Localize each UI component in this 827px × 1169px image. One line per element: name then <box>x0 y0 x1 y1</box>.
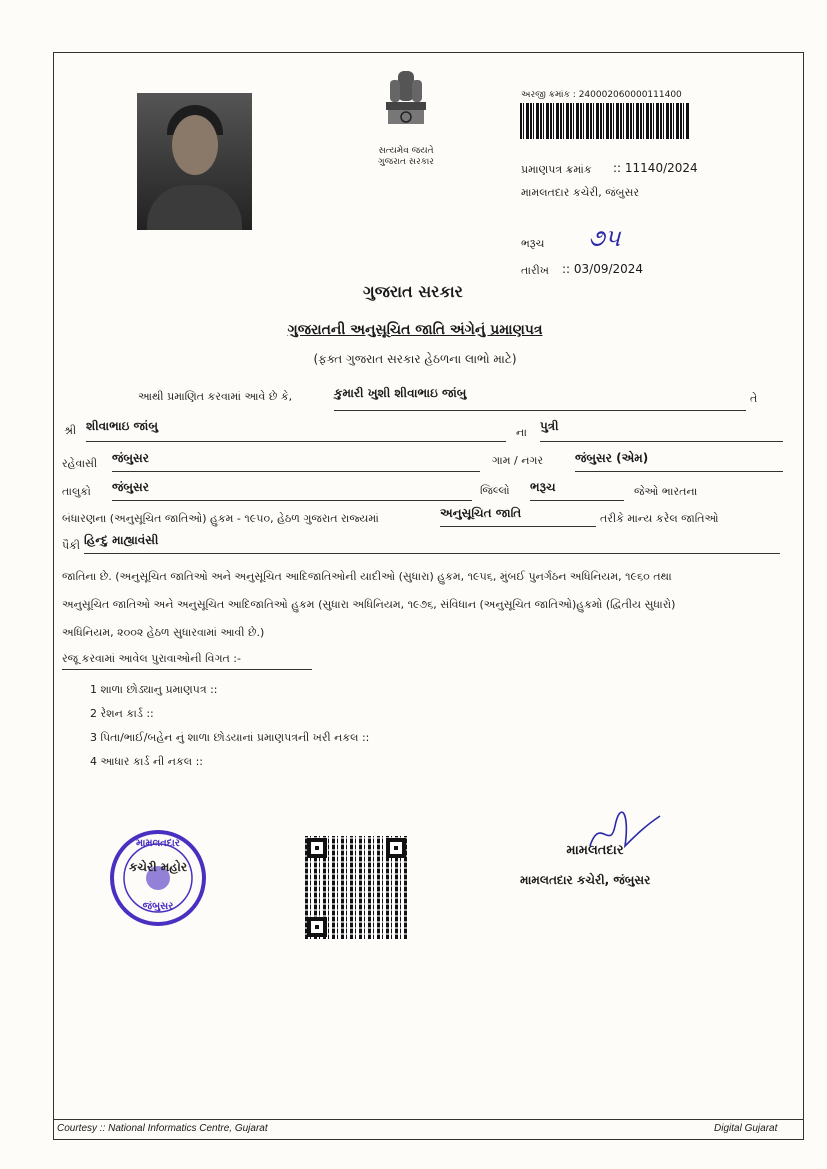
applicant-photo <box>137 93 252 230</box>
bharuch-label: ભરૂચ <box>521 237 545 250</box>
evidence-item: 2 રેશન કાર્ડ :: <box>90 707 154 720</box>
india-text: જેઓ ભારતના <box>634 485 698 498</box>
seal-bottom-text: જંબુસર <box>142 901 174 912</box>
state-emblem-icon <box>376 66 436 156</box>
date-label: તારીખ <box>521 264 549 277</box>
certificate-no-label: પ્રમાણપત્ર ક્રમાંક <box>521 163 592 176</box>
certificate-title: ગુજરાતની અનુસૂચિત જાતિ અંગેનું પ્રમાણપત્ર <box>287 322 543 338</box>
govt-heading: ગુજરાત સરકાર <box>363 282 463 301</box>
legal-para-line3: અધિનિયમ, ૨૦૦૨ હેઠળ સુધારવામાં આવી છે.) <box>62 626 265 639</box>
district-value: ભરૂચ <box>530 480 624 501</box>
issue-date: :: 03/09/2024 <box>562 262 644 276</box>
village-label: ગામ / નગર <box>492 454 544 467</box>
footer-courtesy: Courtesy :: National Informatics Centre, Gujarat <box>57 1123 268 1134</box>
village-value: જંબુસર (એમ) <box>575 451 783 472</box>
seal-top-text: મામલતદાર <box>136 838 180 849</box>
evidence-item: 4 આધાર કાર્ડ ની નકલ :: <box>90 755 203 768</box>
intro-text: આથી પ્રમાણિત કરવામાં આવે છે કે, <box>138 390 293 403</box>
evidence-heading: રજૂ કરવામાં આવેલ પુરાવાઓની વિગત :- <box>62 652 312 670</box>
issuing-office: મામલતદાર કચેરી, જંબુસર <box>521 186 640 199</box>
signatory-office: મામલતદાર કચેરી, જંબુસર <box>520 873 651 887</box>
paiki-label: પૈકી <box>62 539 81 552</box>
district-label: જિલ્લો <box>480 484 510 497</box>
evidence-item: 3 પિતા/ભાઈ/બહેન નું શાળા છોડયાનાં પ્રમાણપત્રની ખરી નકલ :: <box>90 731 370 744</box>
caste-value: હિન્દુ માહ્યાવંસી <box>84 533 780 554</box>
applicant-name: કુમારી ખુશી શીવાભાઇ જાંબુ <box>334 386 746 411</box>
resident-value: જંબુસર <box>112 451 480 472</box>
taluka-value: જંબુસર <box>112 480 472 501</box>
father-name: શીવાભાઇ જાંબુ <box>86 419 506 442</box>
legal-para-line1: જાતિના છે. (અનુસૂચિત જાતિઓ અને અનુસૂચિત આદિજાતિઓની યાદીઓ (સુધારા) હુકમ, ૧૯૫૬, મુંબઈ પુનર્ગઠન અધિનિયમ, ૧૯૬૦ તથા <box>62 570 672 583</box>
te-text: તે <box>750 392 758 405</box>
signatory-title: મામલતદાર <box>566 843 624 858</box>
certificate-number: :: 11140/2024 <box>613 161 698 175</box>
qr-code <box>305 836 408 939</box>
relation-value: પુત્રી <box>540 419 783 442</box>
application-number: અરજી ક્રમાંક : 240002060000111400 <box>521 90 682 100</box>
resident-label: રહેવાસી <box>62 457 98 470</box>
handwritten-number: ૭૫ <box>588 224 621 252</box>
emblem-govt: ગુજરાત સરકાર <box>378 157 434 167</box>
emblem-motto: સત્યમેવ જયતે <box>378 146 434 156</box>
order-text: બંધારણના (અનુસૂચિત જાતિઓ) હુકમ - ૧૯૫૦, હેઠળ ગુજરાત રાજ્યમાં <box>62 512 379 525</box>
seal-middle-text: કચેરી મહોર <box>128 860 188 874</box>
footer-divider <box>54 1119 803 1120</box>
category-value: અનુસૂચિત જાતિ <box>440 506 596 527</box>
recognized-text: તરીકે માન્ય કરેલ જાતિઓ <box>600 512 719 525</box>
na-label: ના <box>516 426 527 439</box>
shri-label: શ્રી <box>64 424 77 437</box>
evidence-item: 1 શાળા છોડ્યાનુ પ્રમાણપત્ર :: <box>90 683 218 696</box>
footer-brand: Digital Gujarat <box>714 1123 778 1134</box>
certificate-subtitle: (ફક્ત ગુજરાત સરકાર હેઠળના લાભો માટે) <box>313 352 517 366</box>
barcode <box>520 103 690 139</box>
taluka-label: તાલુકો <box>62 485 91 498</box>
legal-para-line2: અનુસૂચિત જાતિઓ અને અનુસૂચિત આદિજાતિઓ હુકમ (સુધારા અધિનિયમ, ૧૯૭૬, સંવિધાન (અનુસૂચિત જાતિઓ)હુકમો (દ્વિતીય સુધારો) <box>62 598 676 611</box>
